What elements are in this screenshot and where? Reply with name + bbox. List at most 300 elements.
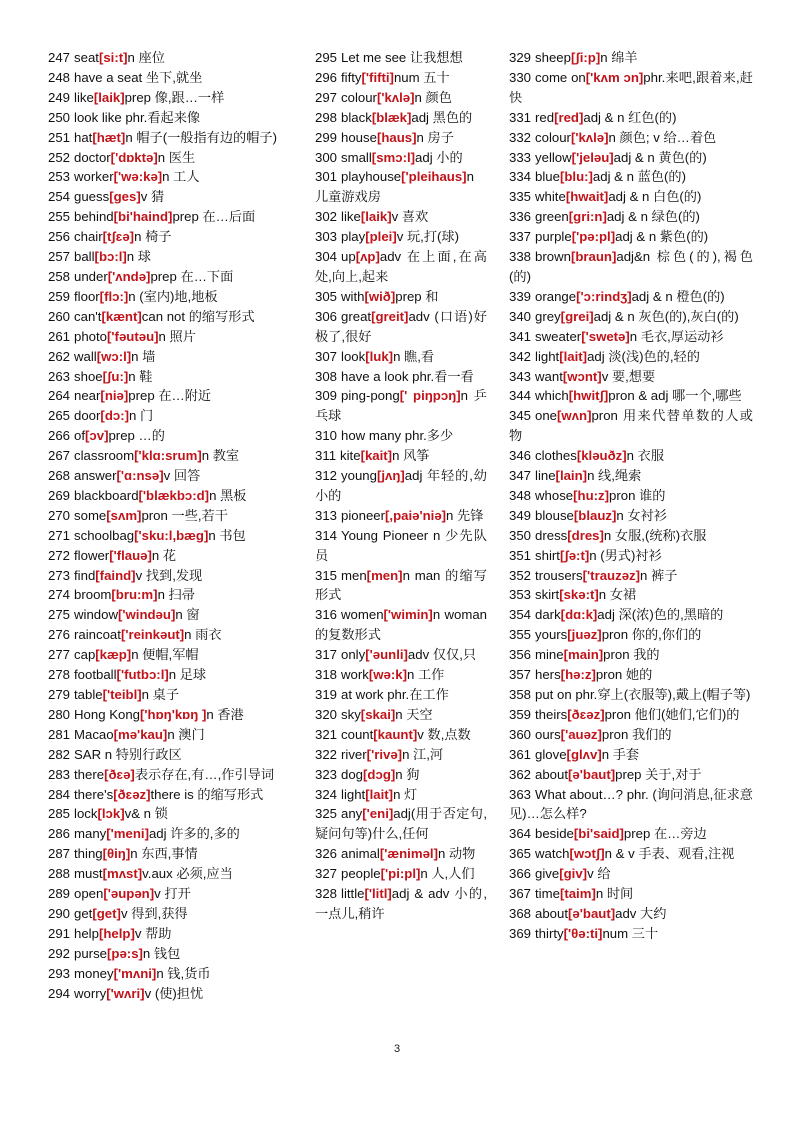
entry-word: colour — [341, 89, 377, 105]
entry-phonetic: ['kʌlə] — [376, 89, 415, 105]
entry-word: yours — [535, 627, 568, 643]
entry-phonetic: [haus] — [376, 129, 417, 145]
entry-definition: 坐下,就坐 — [142, 69, 203, 85]
entry-number: 283 — [48, 766, 71, 782]
entry-definition: n 香港 — [206, 706, 244, 722]
entry-phonetic: [lait] — [559, 348, 588, 364]
vocab-entry — [315, 605, 487, 645]
entry-definition: n 椅子 — [134, 229, 172, 245]
vocab-entry — [509, 367, 753, 387]
entry-definition: phr. (询问消息,征求意见)…怎么样? — [509, 786, 753, 822]
entry-word: little — [341, 886, 365, 902]
vocab-entry — [315, 446, 487, 466]
vocab-entry — [48, 705, 298, 725]
entry-phonetic: [dɑ:k] — [560, 607, 598, 623]
vocab-entry — [315, 426, 487, 446]
entry-phonetic: ['blækbɔ:d] — [138, 487, 210, 503]
entry-definition: v.aux 必须,应当 — [142, 866, 233, 882]
entry-definition: v 喜欢 — [391, 209, 429, 225]
entry-number: 278 — [48, 667, 71, 683]
entry-phonetic: [red] — [554, 109, 584, 125]
entry-word: sky — [341, 706, 361, 722]
entry-phonetic: [laik] — [93, 89, 125, 105]
entry-word: Young Pioneer — [341, 527, 429, 543]
entry-word: great — [341, 308, 372, 324]
entry-phonetic: [θiŋ] — [102, 846, 131, 862]
entry-number: 328 — [315, 886, 338, 902]
entry-number: 344 — [509, 388, 532, 404]
entry-definition: n 座位 — [127, 50, 165, 65]
vocab-entry — [315, 884, 487, 924]
entry-number: 369 — [509, 925, 532, 941]
entry-word: orange — [535, 288, 577, 304]
entry-word: open — [74, 886, 104, 902]
entry-word: can't — [74, 308, 102, 324]
vocab-entry — [48, 287, 298, 307]
entry-number: 304 — [315, 249, 338, 265]
entry-definition: 表示存在,有…,作引导词 — [134, 766, 275, 782]
entry-number: 254 — [48, 189, 71, 205]
entry-phonetic: ['eni] — [362, 806, 394, 822]
entry-word: dark — [535, 607, 561, 623]
entry-word: chair — [74, 229, 103, 245]
entry-definition: pron 谁的 — [609, 487, 666, 503]
vocab-entry — [48, 207, 298, 227]
entry-number: 273 — [48, 567, 71, 583]
entry-word: light — [341, 786, 366, 802]
entry-phonetic: [' piŋpɔŋ] — [399, 388, 461, 404]
entry-definition: n 花 — [151, 547, 177, 563]
entry-number: 316 — [315, 607, 338, 623]
entry-word: give — [535, 866, 560, 882]
entry-word: table — [74, 687, 103, 702]
entry-word: there's — [74, 786, 114, 802]
entry-phonetic: [wə:k] — [368, 667, 407, 683]
entry-phonetic: [ðɛəz] — [113, 786, 151, 802]
vocab-entry — [48, 526, 298, 546]
vocab-entry — [315, 167, 487, 207]
entry-number: 337 — [509, 229, 532, 245]
entry-definition: n 工人 — [162, 169, 200, 185]
entry-word: must — [74, 866, 103, 882]
entry-definition: n 墙 — [131, 348, 156, 364]
vocab-entry — [509, 167, 753, 187]
vocab-entry — [509, 864, 753, 884]
entry-phonetic: [ʃi:p] — [570, 50, 601, 65]
entry-definition: v 数,点数 — [417, 726, 471, 742]
entry-phonetic: [lait] — [365, 786, 394, 802]
vocab-entry — [509, 546, 753, 566]
entry-phonetic: [wɔ:l] — [96, 348, 132, 364]
entry-phonetic: [hwitʃ] — [568, 388, 609, 404]
entry-definition: n 人,人们 — [420, 866, 475, 882]
entry-word: come on — [535, 69, 586, 85]
vocab-entry — [509, 187, 753, 207]
entry-phonetic: ['reinkəut] — [120, 627, 185, 643]
entry-phonetic: [mʌst] — [102, 866, 143, 882]
entry-word: near — [74, 388, 101, 404]
entry-definition: n 钱,货币 — [156, 965, 211, 981]
vocab-column-3 — [509, 48, 753, 944]
vocab-entry — [48, 148, 298, 168]
vocab-entry — [315, 148, 487, 168]
entry-phonetic: [lɔk] — [97, 806, 125, 822]
entry-phonetic: [hæt] — [92, 129, 126, 145]
entry-word: classroom — [74, 448, 135, 464]
entry-word: look — [341, 348, 366, 364]
vocab-entry — [509, 128, 753, 148]
entry-definition: phr.穿上(衣服等),戴上(帽子等) — [571, 687, 751, 702]
vocab-entry — [509, 884, 753, 904]
entry-definition: n 江,河 — [402, 746, 444, 762]
entry-number: 282 — [48, 746, 71, 762]
entry-word: purse — [74, 945, 108, 961]
entry-number: 342 — [509, 348, 532, 364]
entry-number: 263 — [48, 368, 71, 384]
vocab-entry — [509, 108, 753, 128]
entry-definition: v (使)担忧 — [144, 985, 204, 1001]
vocab-entry — [509, 148, 753, 168]
entry-definition: n 黑板 — [209, 487, 247, 503]
entry-definition: n 儿童游戏房 — [315, 169, 474, 205]
vocab-entry — [509, 48, 753, 68]
entry-word: shirt — [535, 547, 560, 563]
vocab-entry — [509, 745, 753, 765]
vocab-entry — [48, 864, 298, 884]
entry-definition: pron 你的,你们的 — [601, 627, 702, 643]
vocab-entry — [48, 406, 298, 426]
entry-definition: adj & n 蓝色(的) — [592, 169, 686, 185]
entry-definition: n 书包 — [208, 527, 246, 543]
entry-number: 292 — [48, 945, 71, 961]
entry-word: like — [74, 89, 94, 105]
entry-phonetic: [si:t] — [98, 50, 128, 65]
entry-number: 299 — [315, 129, 338, 145]
vocab-entry — [509, 386, 753, 406]
vocab-entry — [48, 884, 298, 904]
entry-word: time — [535, 886, 560, 902]
entry-word: football — [74, 667, 117, 683]
entry-phonetic: ['æniməl] — [379, 846, 438, 862]
entry-number: 326 — [315, 846, 338, 862]
entry-word: up — [341, 249, 356, 265]
vocab-column-1 — [48, 48, 298, 1004]
entry-word: blue — [535, 169, 560, 185]
vocab-entry — [48, 267, 298, 287]
entry-phonetic: [ə'baut] — [568, 766, 616, 782]
vocab-entry — [509, 705, 753, 725]
entry-word: want — [535, 368, 563, 384]
entry-number: 356 — [509, 647, 532, 663]
entry-word: Macao — [74, 726, 114, 742]
entry-number: 284 — [48, 786, 71, 802]
entry-definition: there is 的缩写形式 — [150, 786, 264, 802]
entry-number: 364 — [509, 826, 532, 842]
entry-number: 281 — [48, 726, 71, 742]
vocab-entry — [315, 526, 487, 566]
entry-number: 366 — [509, 866, 532, 882]
entry-phonetic: ['mʌni] — [113, 965, 157, 981]
entry-definition: n 风筝 — [392, 448, 430, 464]
entry-phonetic: [skə:t] — [559, 587, 599, 603]
vocab-entry — [48, 426, 298, 446]
entry-definition: n 东西,事情 — [130, 846, 198, 862]
entry-number: 360 — [509, 726, 532, 742]
entry-definition: pron 她的 — [595, 667, 653, 683]
vocab-entry — [48, 904, 298, 924]
vocab-entry — [315, 307, 487, 347]
entry-phonetic: [glʌv] — [566, 746, 602, 762]
entry-word: What about…? — [535, 786, 624, 802]
entry-number: 330 — [509, 69, 532, 85]
entry-word: money — [74, 965, 114, 981]
entry-word: about — [535, 905, 569, 921]
entry-word: some — [74, 507, 107, 523]
vocab-entry — [315, 227, 487, 247]
entry-definition: phr.多少 — [401, 428, 454, 444]
entry-definition: n 衣服 — [626, 448, 665, 464]
entry-word: ours — [535, 726, 561, 742]
entry-number: 350 — [509, 527, 532, 543]
entry-word: beside — [535, 826, 574, 842]
entry-definition: n 天空 — [395, 706, 433, 722]
entry-definition: n 动物 — [437, 846, 476, 862]
entry-word: door — [74, 408, 101, 424]
entry-word: purple — [535, 229, 572, 245]
entry-definition: n 扫帚 — [157, 587, 195, 603]
entry-number: 332 — [509, 129, 532, 145]
entry-definition: n man 的缩写形式 — [315, 567, 487, 603]
entry-number: 334 — [509, 169, 532, 185]
vocab-entry — [48, 745, 298, 765]
entry-phonetic: ['sku:l,bæg] — [134, 527, 209, 543]
entry-number: 354 — [509, 607, 532, 623]
entry-phonetic: ['wʌri] — [106, 985, 145, 1001]
entry-definition: prep 在…后面 — [172, 209, 256, 225]
entry-word: blackboard — [74, 487, 139, 503]
entry-number: 247 — [48, 50, 71, 65]
vocab-entry — [48, 88, 298, 108]
entry-word: at work — [341, 687, 384, 702]
entry-number: 357 — [509, 667, 532, 683]
entry-number: 368 — [509, 905, 532, 921]
vocab-entry — [509, 685, 753, 705]
vocab-entry — [509, 665, 753, 685]
entry-word: cap — [74, 647, 96, 663]
entry-definition: n 鞋 — [128, 368, 153, 384]
vocab-entry — [48, 307, 298, 327]
entry-word: behind — [74, 209, 114, 225]
entry-phonetic: ['futbɔ:l] — [116, 667, 169, 683]
entry-word: flower — [74, 547, 110, 563]
vocab-entry — [48, 844, 298, 864]
vocab-entry — [315, 207, 487, 227]
entry-word: kite — [340, 448, 361, 464]
entry-number: 287 — [48, 846, 71, 862]
entry-phonetic: [grei] — [560, 308, 594, 324]
entry-number: 306 — [315, 308, 338, 324]
entry-definition: prep 像,跟…一样 — [124, 89, 225, 105]
entry-word: sweater — [535, 328, 582, 344]
entry-number: 301 — [315, 169, 338, 185]
page-number: 3 — [393, 1043, 401, 1055]
vocab-entry — [48, 785, 298, 805]
vocab-entry — [315, 765, 487, 785]
entry-word: watch — [535, 846, 570, 862]
entry-definition: adj 淡(浅)色的,轻的 — [587, 348, 700, 364]
entry-phonetic: ['θə:ti] — [563, 925, 603, 941]
entry-definition: n 绵羊 — [600, 50, 638, 65]
entry-phonetic: [ɔv] — [85, 428, 109, 444]
entry-phonetic: ['əunli] — [365, 647, 408, 663]
vocab-entry — [48, 645, 298, 665]
vocab-entry — [315, 287, 487, 307]
entry-definition: adj(用于否定句,疑问句等)什么,任何 — [315, 806, 487, 842]
entry-number: 259 — [48, 288, 71, 304]
vocab-entry — [48, 347, 298, 367]
entry-word: floor — [74, 288, 100, 304]
entry-word: people — [341, 866, 381, 882]
entry-definition: n 裤子 — [640, 567, 678, 583]
vocab-entry — [509, 327, 753, 347]
entry-phonetic: ['jeləu] — [571, 149, 614, 165]
entry-word: wall — [74, 348, 97, 364]
entry-definition: adv 大约 — [615, 905, 667, 921]
vocab-entry — [48, 227, 298, 247]
entry-number: 359 — [509, 706, 532, 722]
entry-number: 311 — [315, 448, 337, 464]
entry-word: raincoat — [74, 627, 121, 643]
vocab-entry — [48, 924, 298, 944]
entry-definition: n 澳门 — [167, 726, 205, 742]
entry-phonetic: [ðɛəz] — [567, 706, 605, 722]
entry-word: hers — [535, 667, 561, 683]
entry-definition: v 打开 — [154, 886, 191, 902]
entry-definition: adj 年轻的,幼小的 — [315, 468, 487, 503]
entry-word: have a look — [341, 368, 409, 384]
entry-word: only — [341, 647, 366, 663]
entry-phonetic: [wɔtʃ] — [569, 846, 605, 862]
entry-word: animal — [341, 846, 380, 862]
entry-number: 256 — [48, 229, 71, 245]
entry-number: 257 — [48, 249, 71, 265]
entry-phonetic: [hə:z] — [560, 667, 596, 683]
entry-number: 361 — [509, 746, 532, 762]
vocab-entry — [509, 785, 753, 825]
entry-number: 310 — [315, 428, 338, 444]
entry-number: 346 — [509, 448, 532, 464]
entry-number: 303 — [315, 229, 338, 245]
entry-phonetic: [get] — [92, 905, 121, 921]
entry-word: whose — [535, 487, 574, 503]
vocab-entry — [48, 725, 298, 745]
entry-number: 355 — [509, 627, 532, 643]
vocab-entry — [315, 347, 487, 367]
vocab-entry — [315, 506, 487, 526]
entry-phonetic: [smɔ:l] — [371, 149, 416, 165]
entry-number: 269 — [48, 487, 71, 503]
entry-word: play — [341, 229, 366, 245]
entry-word: ball — [74, 249, 95, 265]
vocab-entry — [509, 824, 753, 844]
entry-number: 363 — [509, 786, 532, 802]
entry-number: 266 — [48, 428, 71, 444]
entry-number: 340 — [509, 308, 532, 324]
entry-phonetic: ['pleihaus] — [401, 169, 467, 185]
entry-definition: n 足球 — [168, 667, 207, 683]
entry-word: trousers — [535, 567, 583, 583]
entry-definition: pron 我的 — [603, 647, 660, 663]
entry-word: fifty — [341, 69, 362, 85]
entry-number: 312 — [315, 468, 338, 484]
entry-number: 305 — [315, 288, 338, 304]
entry-word: with — [341, 288, 365, 304]
entry-number: 291 — [48, 925, 71, 941]
vocab-entry — [509, 446, 753, 466]
vocab-entry — [315, 48, 487, 68]
entry-definition: n 先锋 — [446, 507, 484, 523]
entry-phonetic: [mə'kau] — [113, 726, 168, 742]
entry-phonetic: [ðɛə] — [104, 766, 135, 782]
entry-word: clothes — [535, 448, 577, 464]
entry-definition: adj & adv 小的,一点儿,稍许 — [315, 886, 487, 921]
entry-definition: n 手套 — [601, 746, 640, 762]
entry-phonetic: ['wimin] — [383, 607, 433, 623]
entry-word: green — [535, 209, 569, 225]
entry-definition: v 得到,获得 — [120, 905, 188, 921]
entry-word: worry — [74, 985, 107, 1001]
entry-phonetic: [luk] — [365, 348, 394, 364]
vocab-entry — [509, 68, 753, 108]
entry-word: thing — [74, 846, 103, 862]
entry-number: 327 — [315, 866, 338, 882]
entry-definition: v 玩,打(球) — [396, 229, 460, 245]
vocab-entry — [509, 625, 753, 645]
entry-definition: phr.看起来像 — [121, 109, 201, 125]
entry-word: doctor — [74, 149, 111, 165]
entry-phonetic: [gri:n] — [568, 209, 607, 225]
vocab-entry — [48, 327, 298, 347]
entry-number: 309 — [315, 388, 338, 404]
vocab-entry — [48, 386, 298, 406]
entry-phonetic: [ʃu:] — [102, 368, 129, 384]
entry-definition: pron 用来代替单数的人或物 — [509, 408, 753, 444]
entry-phonetic: ['fəutəu] — [107, 328, 159, 344]
entry-phonetic: [faind] — [95, 567, 136, 583]
vocab-entry — [315, 108, 487, 128]
vocab-entry — [509, 227, 753, 247]
entry-word: many — [74, 826, 107, 842]
entry-word: grey — [535, 308, 561, 324]
entry-word: count — [341, 726, 374, 742]
entry-number: 249 — [48, 89, 71, 105]
entry-number: 341 — [509, 328, 532, 344]
entry-phonetic: ['auəz] — [560, 726, 602, 742]
entry-number: 367 — [509, 886, 532, 902]
entry-definition: v 要,想要 — [601, 368, 656, 384]
entry-definition: adj & n 绿色(的) — [606, 209, 700, 225]
entry-phonetic: ['swetə] — [581, 328, 630, 344]
entry-phonetic: ['kʌlə] — [570, 129, 609, 145]
entry-number: 264 — [48, 388, 71, 404]
entry-number: 329 — [509, 50, 532, 65]
entry-number: 252 — [48, 149, 71, 165]
entry-definition: n 瞧,看 — [393, 348, 435, 364]
entry-definition: n 女服,(统称)衣服 — [603, 527, 707, 543]
entry-word: like — [341, 209, 361, 225]
vocab-entry — [48, 944, 298, 964]
entry-number: 296 — [315, 69, 338, 85]
